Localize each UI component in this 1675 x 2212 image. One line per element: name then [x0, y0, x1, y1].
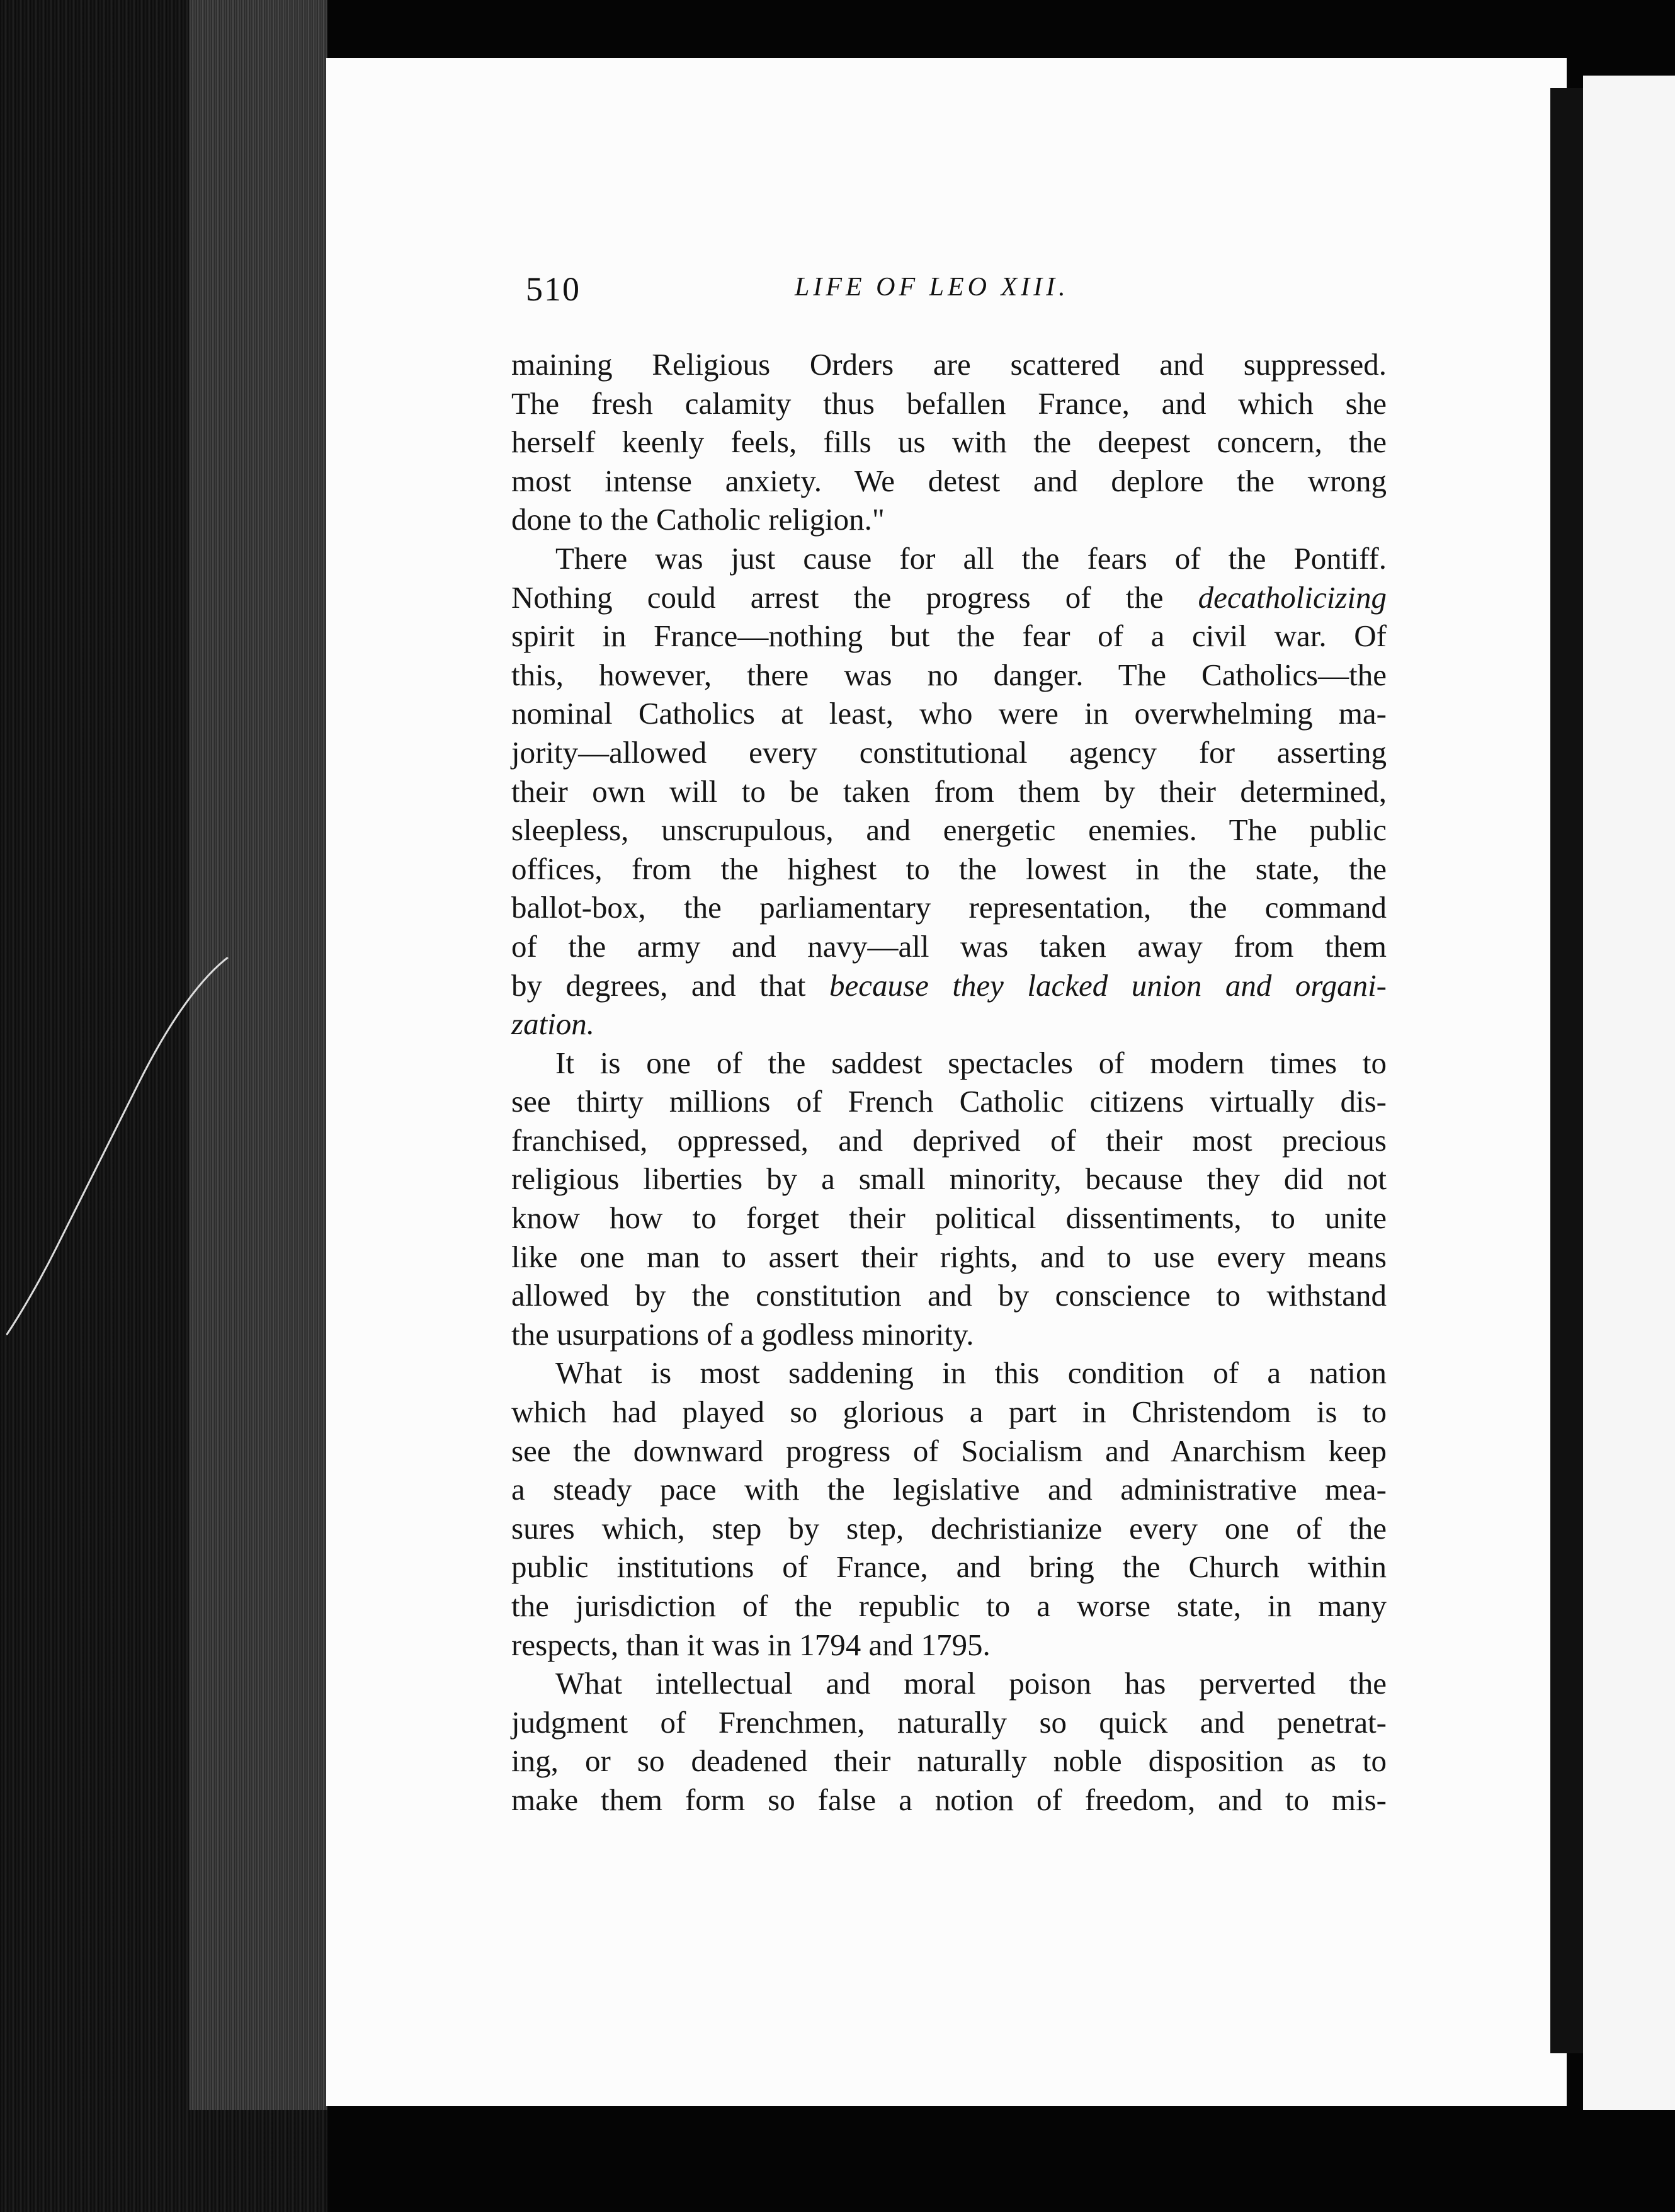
body-text: [511, 345, 1387, 1820]
text-line: judgment of Frenchmen, naturally so quick and penetrat-: [511, 1704, 1387, 1740]
text-line: offices, from the highest to the lowest in the state, the: [511, 851, 1387, 886]
text-line: nominal Catholics at least, who were in overwhelming ma-: [511, 696, 1387, 731]
text-line: zation.: [511, 1006, 595, 1042]
text-line-mixed: [511, 966, 1387, 1005]
text-line: most intense anxiety. We detest and deplore the wrong: [511, 463, 1387, 498]
text-line: jority—allowed every constitutional agency for asserting: [511, 734, 1387, 770]
text-line: of the army and navy—all was taken away from them: [511, 928, 1387, 964]
text-line: The fresh calamity thus befallen France, and which she: [511, 385, 1387, 421]
running-title: LIFE OF LEO XIII.: [795, 273, 1069, 302]
text-line: maining Religious Orders are scattered and suppressed.: [511, 347, 1387, 382]
next-page-edge: [1583, 76, 1675, 2110]
text-line: this, however, there was no danger. The Catholics—the: [511, 657, 1387, 692]
page-gutter-shadow: [1550, 88, 1583, 2053]
text-line: see thirty millions of French Catholic citizens virtually dis-: [511, 1084, 1387, 1119]
page-number: 510: [526, 270, 581, 308]
text-line: There was just cause for all the fears of the Pontiff.: [555, 540, 1387, 576]
text-line: sleepless, unscrupulous, and energetic enemies. The public: [511, 812, 1387, 848]
text-line: make them form so false a notion of freedom, and to mis-: [511, 1782, 1387, 1817]
text-line: which had played so glorious a part in Christendom is to: [511, 1394, 1387, 1430]
scan-artifact-line: [6, 957, 233, 1335]
text-line: their own will to be taken from them by their determined,: [511, 773, 1387, 809]
text-segment: Nothing could arrest the progress of the: [511, 579, 1164, 615]
text-line: the jurisdiction of the republic to a worse state, in many: [511, 1588, 1387, 1623]
text-line: allowed by the constitution and by conscience to withstand: [511, 1278, 1387, 1313]
text-line: ballot-box, the parliamentary representation, the command: [511, 890, 1387, 925]
text-line: religious liberties by a small minority, because they did not: [511, 1161, 1387, 1197]
text-line: What is most saddening in this condition of a nation: [555, 1355, 1387, 1391]
italic-term: decatholicizing: [1198, 579, 1387, 615]
text-line-mixed: [511, 578, 1387, 617]
text-line: It is one of the saddest spectacles of modern times to: [555, 1045, 1387, 1080]
text-segment: by degrees, and that: [511, 967, 806, 1003]
running-head: [0, 270, 1675, 314]
italic-phrase: because they lacked union and organi-: [829, 967, 1387, 1003]
text-line: sures which, step by step, dechristianize every one of the: [511, 1510, 1387, 1546]
text-line: like one man to assert their rights, and to use every means: [511, 1239, 1387, 1274]
text-line: herself keenly feels, fills us with the deepest concern, the: [511, 425, 1387, 460]
text-line: respects, than it was in 1794 and 1795.: [511, 1627, 991, 1662]
text-line: a steady pace with the legislative and administrative mea-: [511, 1472, 1387, 1507]
text-line: spirit in France—nothing but the fear of a civil war. Of: [511, 619, 1387, 654]
text-line: ing, or so deadened their naturally noble disposition as to: [511, 1743, 1387, 1779]
text-line: What intellectual and moral poison has perverted the: [555, 1666, 1387, 1701]
text-line: done to the Catholic religion.": [511, 502, 885, 537]
text-line: franchised, oppressed, and deprived of their most precious: [511, 1122, 1387, 1158]
text-line: public institutions of France, and bring the Church within: [511, 1549, 1387, 1585]
text-line: know how to forget their political dissentiments, to unite: [511, 1200, 1387, 1236]
text-line: see the downward progress of Socialism and Anarchism keep: [511, 1433, 1387, 1468]
text-line: the usurpations of a godless minority.: [511, 1316, 974, 1352]
